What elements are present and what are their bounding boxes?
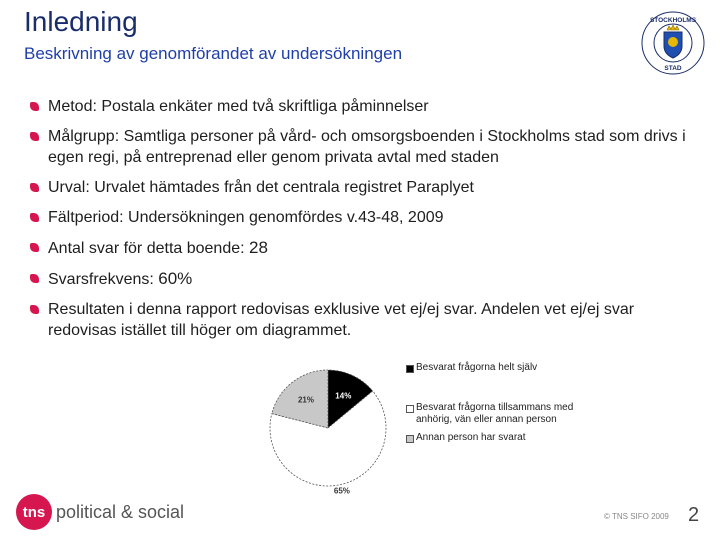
pie-data-label: 65% [333,486,350,496]
bullet-text: Svarsfrekvens: [48,271,159,288]
chart-legend [406,362,576,450]
bullet-response-count [30,237,700,259]
pie-data-label: 21% [297,395,314,405]
bullet-marker-icon [30,132,39,141]
page-title: Inledning [24,6,138,37]
legend-label: Annan person har svarat [416,432,526,443]
bullet-text: Antal svar för detta boende: [48,240,250,257]
bullet-text: Fältperiod: Undersökningen genomfördes v.43-48, 2009 [48,209,444,226]
bullet-method [30,96,700,117]
copyright-text: © TNS SIFO 2009 [604,512,669,521]
bullet-field-period [30,207,700,228]
response-count-value: 28 [249,238,268,257]
bullet-marker-icon [30,274,39,283]
bullet-results-note [30,299,700,341]
tns-mark-icon: tns [16,494,52,530]
stockholms-stad-logo [640,10,706,76]
page-number: 2 [688,504,700,526]
brand-text: political & social [56,501,185,522]
bullet-sample [30,177,700,198]
pie-chart-svg [258,358,398,498]
pie-data-label: 14% [335,391,352,401]
legend-label: Besvarat frågorna helt själv [416,362,538,373]
legend-item [406,402,576,426]
method-bullet-list [30,96,700,350]
legend-item [406,432,576,444]
bullet-marker-icon [30,305,39,314]
legend-item [406,362,576,374]
bullet-marker-icon [30,213,39,222]
bullet-marker-icon [30,243,39,252]
bullet-text: Resultaten i denna rapport redovisas exklusive vet ej/ej svar. Andelen vet ej/ej svar redovisas istället till höger om diagrammet. [48,301,635,339]
svg-text:STAD: STAD [664,65,682,72]
respondent-pie-chart [258,358,578,498]
bullet-marker-icon [30,102,39,111]
bullet-text: Metod: Postala enkäter med två skriftliga påminnelser [48,98,429,115]
bullet-text: Urval: Urvalet hämtades från det centrala registret Paraplyet [48,179,474,196]
bullet-text: Målgrupp: Samtliga personer på vård- och omsorgsboenden i Stockholms stad som drivs i egen regi, på entreprenad eller genom privata avtal med staden [48,128,686,166]
response-rate-value: 60% [158,269,193,288]
tns-brand-logo [16,494,184,530]
svg-text:STOCKHOLMS: STOCKHOLMS [649,17,697,24]
legend-swatch-icon [406,365,414,373]
seal-icon [640,10,706,76]
bullet-response-rate [30,268,700,290]
page-subtitle: Beskrivning av genomförandet av undersökningen [24,44,403,63]
legend-label: Besvarat frågorna tillsammans med anhörig, vän eller annan person [416,402,574,425]
bullet-target-group [30,126,700,168]
legend-swatch-icon [406,435,414,443]
bullet-marker-icon [30,183,39,192]
legend-swatch-icon [406,405,414,413]
